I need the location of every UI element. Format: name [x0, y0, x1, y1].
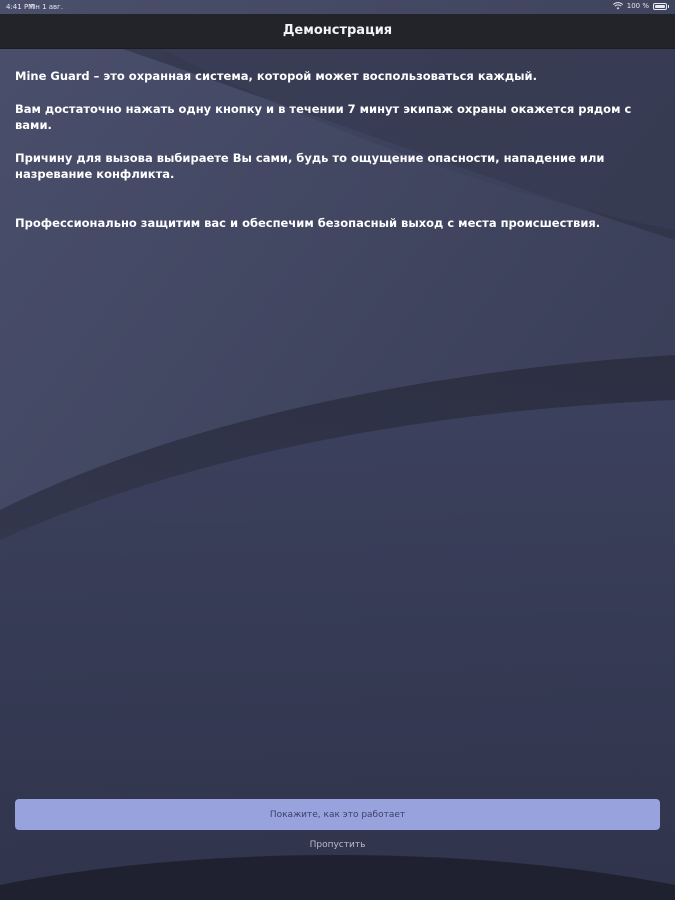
status-date: Пн 1 авг.	[30, 3, 64, 11]
battery-icon	[653, 3, 667, 10]
paragraph-reason: Причину для вызова выбираете Вы сами, будь то ощущение опасности, нападение или назревание конфликта.	[15, 151, 605, 181]
page-title: Демонстрация	[282, 23, 393, 38]
skip-button[interactable]: Пропустить	[309, 840, 366, 850]
status-time: 4:41 PM	[6, 3, 35, 11]
description-text	[15, 68, 660, 231]
status-indicators	[613, 2, 667, 10]
paragraph-button: Вам достаточно нажать одну кнопку и в течении 7 минут экипаж охраны окажется рядом с вами.	[15, 102, 632, 132]
navigation-bar	[0, 14, 675, 49]
status-bar	[0, 0, 675, 14]
wifi-icon	[613, 2, 623, 10]
show-how-it-works-button[interactable]	[15, 799, 660, 830]
paragraph-protection: Профессионально защитим вас и обеспечим безопасный выход с места происшествия.	[15, 216, 601, 230]
battery-percent: 100 %	[626, 2, 649, 10]
paragraph-intro: Mine Guard – это охранная система, которой может воспользоваться каждый.	[15, 69, 537, 83]
show-how-it-works-label: Покажите, как это работает	[269, 809, 406, 820]
